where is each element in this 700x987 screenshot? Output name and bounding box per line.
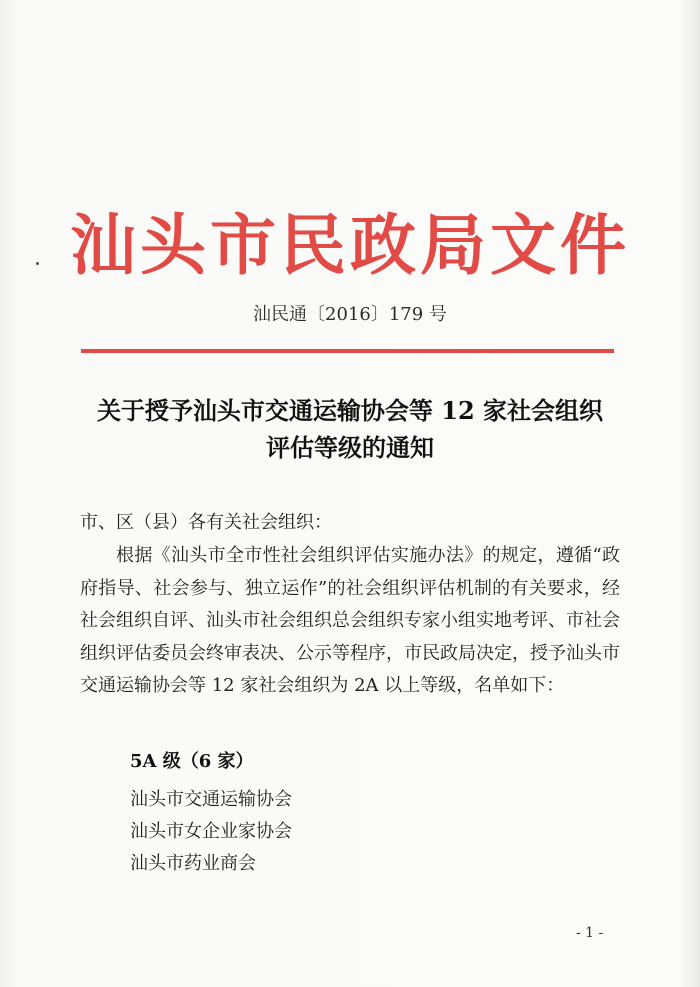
list-item: 汕头市药业商会 [130,853,256,874]
notice-title-line-2: 评估等级的通知 [266,433,434,462]
salutation: 市、区（县）各有关社会组织： [80,512,332,533]
grade-5a-heading: 5A 级（6 家） [130,751,254,772]
list-item: 汕头市女企业家协会 [130,821,292,842]
red-divider-rule [81,349,614,353]
notice-title [60,392,640,466]
document-number: 汕民通〔2016〕179 号 [253,304,447,325]
scan-speck [36,262,39,265]
page-number: - 1 - [576,925,604,941]
notice-title-line-1: 关于授予汕头市交通运输协会等 12 家社会组织 [96,396,604,425]
grade-5a-organization-list [130,784,292,880]
body-paragraph: 根据《汕头市全市性社会组织评估实施办法》的规定，遵循“政府指导、社会参与、独立运作”的社会组织评估机制的有关要求，经社会组织自评、汕头市社会组织总会组织专家小组实地考评、市社会组织评估委员会终审表决、公示等程序，市民政局决定，授予汕头市交通运输协会等 12 家社会组织为 2A 以上等级，名单如下： [80,545,620,696]
list-item: 汕头市交通运输协会 [130,789,292,810]
document-header-title: 汕头市民政局文件 [70,206,630,284]
